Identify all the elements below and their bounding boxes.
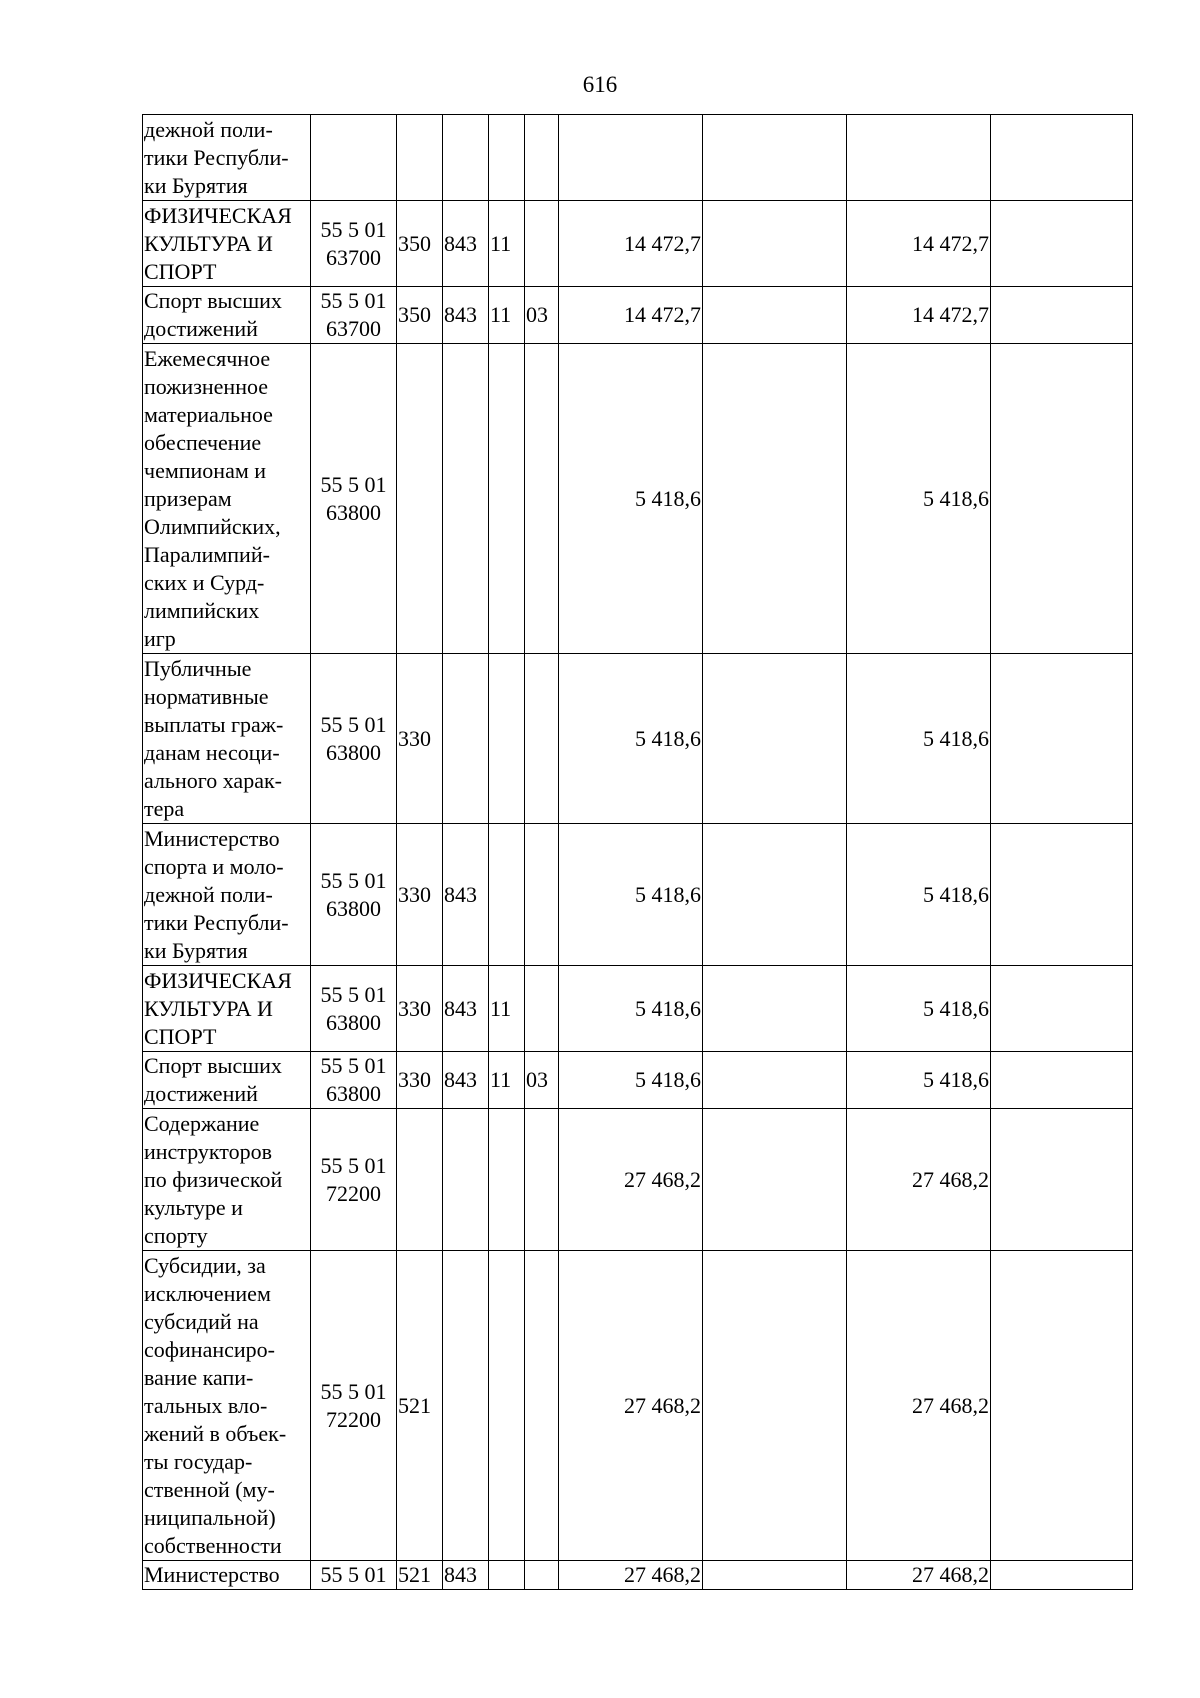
cell-ministry <box>443 1251 489 1561</box>
cell-name <box>143 1052 311 1109</box>
cell-ministry: 843 <box>443 201 489 287</box>
cell-amount-3: 5 418,6 <box>847 344 991 654</box>
name-line: тики Республи- <box>144 144 289 170</box>
cell-amount-1: 14 472,7 <box>559 287 703 344</box>
cell-target-code <box>311 1052 397 1109</box>
name-line: вание капи- <box>144 1364 254 1390</box>
name-line: ских и Сурд- <box>144 569 265 595</box>
name-line: Министерство <box>144 1562 280 1587</box>
table-row <box>143 654 1133 824</box>
cell-subsection <box>525 1251 559 1561</box>
name-line: собственности <box>144 1532 282 1558</box>
name-line: достижений <box>144 1081 258 1106</box>
name-line: Спорт высших <box>144 288 282 313</box>
cell-amount-3: 27 468,2 <box>847 1251 991 1561</box>
name-line: выплаты граж- <box>144 711 284 737</box>
cell-subsection: 03 <box>525 1052 559 1109</box>
code-line: 72200 <box>326 1406 381 1432</box>
cell-section <box>489 1561 525 1590</box>
cell-ministry <box>443 654 489 824</box>
cell-target-code <box>311 344 397 654</box>
cell-amount-3: 5 418,6 <box>847 1052 991 1109</box>
cell-amount-4 <box>991 115 1133 201</box>
cell-amount-2 <box>703 966 847 1052</box>
cell-expense-type: 350 <box>397 201 443 287</box>
cell-ministry: 843 <box>443 287 489 344</box>
cell-target-code <box>311 201 397 287</box>
cell-ministry: 843 <box>443 1052 489 1109</box>
code-line: 55 5 01 <box>320 1053 387 1078</box>
cell-section <box>489 1251 525 1561</box>
cell-amount-3: 27 468,2 <box>847 1561 991 1590</box>
name-line: тера <box>144 795 185 821</box>
cell-amount-1: 5 418,6 <box>559 344 703 654</box>
name-line: культуре и <box>144 1194 243 1220</box>
cell-expense-type: 521 <box>397 1561 443 1590</box>
cell-section <box>489 654 525 824</box>
cell-expense-type: 330 <box>397 966 443 1052</box>
code-line: 55 5 01 <box>320 1152 387 1178</box>
cell-amount-4 <box>991 1561 1133 1590</box>
cell-subsection <box>525 824 559 966</box>
name-line: КУЛЬТУРА И <box>144 995 273 1021</box>
cell-amount-1: 27 468,2 <box>559 1561 703 1590</box>
cell-amount-1: 5 418,6 <box>559 966 703 1052</box>
name-line: Олимпийских, <box>144 513 281 539</box>
code-line: 63800 <box>326 739 381 765</box>
table-row <box>143 1561 1133 1590</box>
name-line: ты государ- <box>144 1448 253 1474</box>
cell-amount-4 <box>991 1052 1133 1109</box>
name-line: Ежемесячное <box>144 345 271 371</box>
code-line: 63800 <box>326 499 381 525</box>
cell-name <box>143 344 311 654</box>
cell-amount-4 <box>991 344 1133 654</box>
cell-section <box>489 344 525 654</box>
cell-name <box>143 1251 311 1561</box>
cell-expense-type: 330 <box>397 1052 443 1109</box>
cell-amount-2 <box>703 1251 847 1561</box>
cell-expense-type: 330 <box>397 654 443 824</box>
cell-amount-2 <box>703 1109 847 1251</box>
cell-amount-2 <box>703 287 847 344</box>
cell-name <box>143 287 311 344</box>
code-line: 55 5 01 <box>320 711 387 737</box>
cell-amount-3 <box>847 115 991 201</box>
code-line: 55 5 01 <box>320 1378 387 1404</box>
name-line: ки Бурятия <box>144 937 248 963</box>
name-line: Субсидии, за <box>144 1252 266 1278</box>
cell-section <box>489 824 525 966</box>
cell-section: 11 <box>489 287 525 344</box>
code-line: 63800 <box>326 1081 381 1106</box>
name-line: спорту <box>144 1222 208 1248</box>
table-row <box>143 201 1133 287</box>
cell-amount-4 <box>991 1251 1133 1561</box>
cell-expense-type: 521 <box>397 1251 443 1561</box>
name-line: обеспечение <box>144 429 262 455</box>
name-line: призерам <box>144 485 232 511</box>
page-number: 616 <box>582 72 618 97</box>
cell-amount-2 <box>703 654 847 824</box>
cell-section <box>489 1109 525 1251</box>
cell-expense-type: 330 <box>397 824 443 966</box>
code-line: 55 5 01 <box>320 981 387 1007</box>
cell-amount-1: 5 418,6 <box>559 1052 703 1109</box>
name-line: субсидий на <box>144 1308 259 1334</box>
cell-subsection <box>525 654 559 824</box>
name-line: материальное <box>144 401 273 427</box>
name-line: исключением <box>144 1280 271 1306</box>
cell-target-code <box>311 966 397 1052</box>
table-body <box>143 115 1133 1590</box>
cell-amount-4 <box>991 1109 1133 1251</box>
cell-subsection: 03 <box>525 287 559 344</box>
name-line: спорта и моло- <box>144 853 284 879</box>
table-row <box>143 287 1133 344</box>
name-line: софинансиро- <box>144 1336 275 1362</box>
table-row <box>143 1109 1133 1251</box>
name-line: ФИЗИЧЕСКАЯ <box>144 202 292 228</box>
name-line: лимпийских <box>144 597 260 623</box>
cell-expense-type: 350 <box>397 287 443 344</box>
name-line: тальных вло- <box>144 1392 268 1418</box>
name-line: нормативные <box>144 683 269 709</box>
cell-expense-type <box>397 115 443 201</box>
cell-target-code <box>311 287 397 344</box>
name-line: тики Республи- <box>144 909 289 935</box>
cell-amount-2 <box>703 115 847 201</box>
cell-name <box>143 824 311 966</box>
code-line: 55 5 01 <box>320 216 387 242</box>
cell-amount-2 <box>703 344 847 654</box>
budget-table <box>142 114 1133 1590</box>
cell-target-code <box>311 1251 397 1561</box>
table-row <box>143 344 1133 654</box>
cell-amount-4 <box>991 824 1133 966</box>
name-line: ки Бурятия <box>144 172 248 198</box>
name-line: инструкторов <box>144 1138 273 1164</box>
code-line: 63800 <box>326 895 381 921</box>
cell-subsection <box>525 1109 559 1251</box>
cell-name <box>143 966 311 1052</box>
cell-amount-2 <box>703 1561 847 1590</box>
code-line: 63700 <box>326 316 381 341</box>
name-line: пожизненное <box>144 373 269 399</box>
cell-target-code <box>311 1109 397 1251</box>
cell-amount-2 <box>703 1052 847 1109</box>
table-row <box>143 966 1133 1052</box>
code-line: 63800 <box>326 1009 381 1035</box>
table-row <box>143 115 1133 201</box>
cell-amount-4 <box>991 654 1133 824</box>
cell-name <box>143 1109 311 1251</box>
table-row <box>143 824 1133 966</box>
name-line: дежной поли- <box>144 116 273 142</box>
code-line: 63700 <box>326 244 381 270</box>
name-line: чемпионам и <box>144 457 267 483</box>
cell-subsection <box>525 201 559 287</box>
cell-name <box>143 115 311 201</box>
code-line: 72200 <box>326 1180 381 1206</box>
cell-amount-4 <box>991 287 1133 344</box>
name-line: КУЛЬТУРА И <box>144 230 273 256</box>
cell-amount-1: 27 468,2 <box>559 1251 703 1561</box>
name-line: СПОРТ <box>144 258 217 284</box>
table-row <box>143 1052 1133 1109</box>
name-line: ственной (му- <box>144 1476 275 1502</box>
cell-amount-3: 14 472,7 <box>847 201 991 287</box>
cell-amount-4 <box>991 201 1133 287</box>
cell-ministry: 843 <box>443 966 489 1052</box>
name-line: дежной поли- <box>144 881 273 907</box>
cell-target-code <box>311 654 397 824</box>
cell-subsection <box>525 1561 559 1590</box>
name-line: Министерство <box>144 825 280 851</box>
cell-subsection <box>525 115 559 201</box>
cell-section: 11 <box>489 966 525 1052</box>
cell-amount-3: 5 418,6 <box>847 824 991 966</box>
name-line: Публичные <box>144 655 252 681</box>
name-line: по физической <box>144 1166 283 1192</box>
cell-amount-1: 14 472,7 <box>559 201 703 287</box>
cell-name <box>143 1561 311 1590</box>
cell-amount-3: 5 418,6 <box>847 654 991 824</box>
cell-section: 11 <box>489 1052 525 1109</box>
code-line: 55 5 01 <box>320 471 387 497</box>
cell-target-code <box>311 115 397 201</box>
code-line: 55 5 01 <box>320 1562 387 1587</box>
name-line: жений в объек- <box>144 1420 287 1446</box>
name-line: СПОРТ <box>144 1023 217 1049</box>
cell-expense-type <box>397 1109 443 1251</box>
cell-subsection <box>525 344 559 654</box>
cell-ministry <box>443 115 489 201</box>
name-line: Паралимпий- <box>144 541 270 567</box>
name-line: игр <box>144 625 176 651</box>
cell-section <box>489 115 525 201</box>
cell-section: 11 <box>489 201 525 287</box>
cell-ministry <box>443 1109 489 1251</box>
cell-ministry <box>443 344 489 654</box>
cell-amount-1: 27 468,2 <box>559 1109 703 1251</box>
cell-amount-4 <box>991 966 1133 1052</box>
name-line: ального харак- <box>144 767 282 793</box>
name-line: данам несоци- <box>144 739 280 765</box>
cell-ministry: 843 <box>443 824 489 966</box>
cell-amount-1 <box>559 115 703 201</box>
name-line: Спорт высших <box>144 1053 282 1078</box>
cell-amount-3: 27 468,2 <box>847 1109 991 1251</box>
cell-target-code <box>311 1561 397 1590</box>
name-line: достижений <box>144 316 258 341</box>
cell-amount-3: 14 472,7 <box>847 287 991 344</box>
cell-name <box>143 201 311 287</box>
cell-amount-1: 5 418,6 <box>559 654 703 824</box>
cell-subsection <box>525 966 559 1052</box>
name-line: ниципальной) <box>144 1504 276 1530</box>
cell-target-code <box>311 824 397 966</box>
code-line: 55 5 01 <box>320 288 387 313</box>
cell-amount-2 <box>703 201 847 287</box>
cell-name <box>143 654 311 824</box>
name-line: Содержание <box>144 1110 260 1136</box>
table-row <box>143 1251 1133 1561</box>
cell-amount-1: 5 418,6 <box>559 824 703 966</box>
cell-expense-type <box>397 344 443 654</box>
cell-ministry: 843 <box>443 1561 489 1590</box>
code-line: 55 5 01 <box>320 867 387 893</box>
name-line: ФИЗИЧЕСКАЯ <box>144 967 292 993</box>
cell-amount-2 <box>703 824 847 966</box>
cell-amount-3: 5 418,6 <box>847 966 991 1052</box>
